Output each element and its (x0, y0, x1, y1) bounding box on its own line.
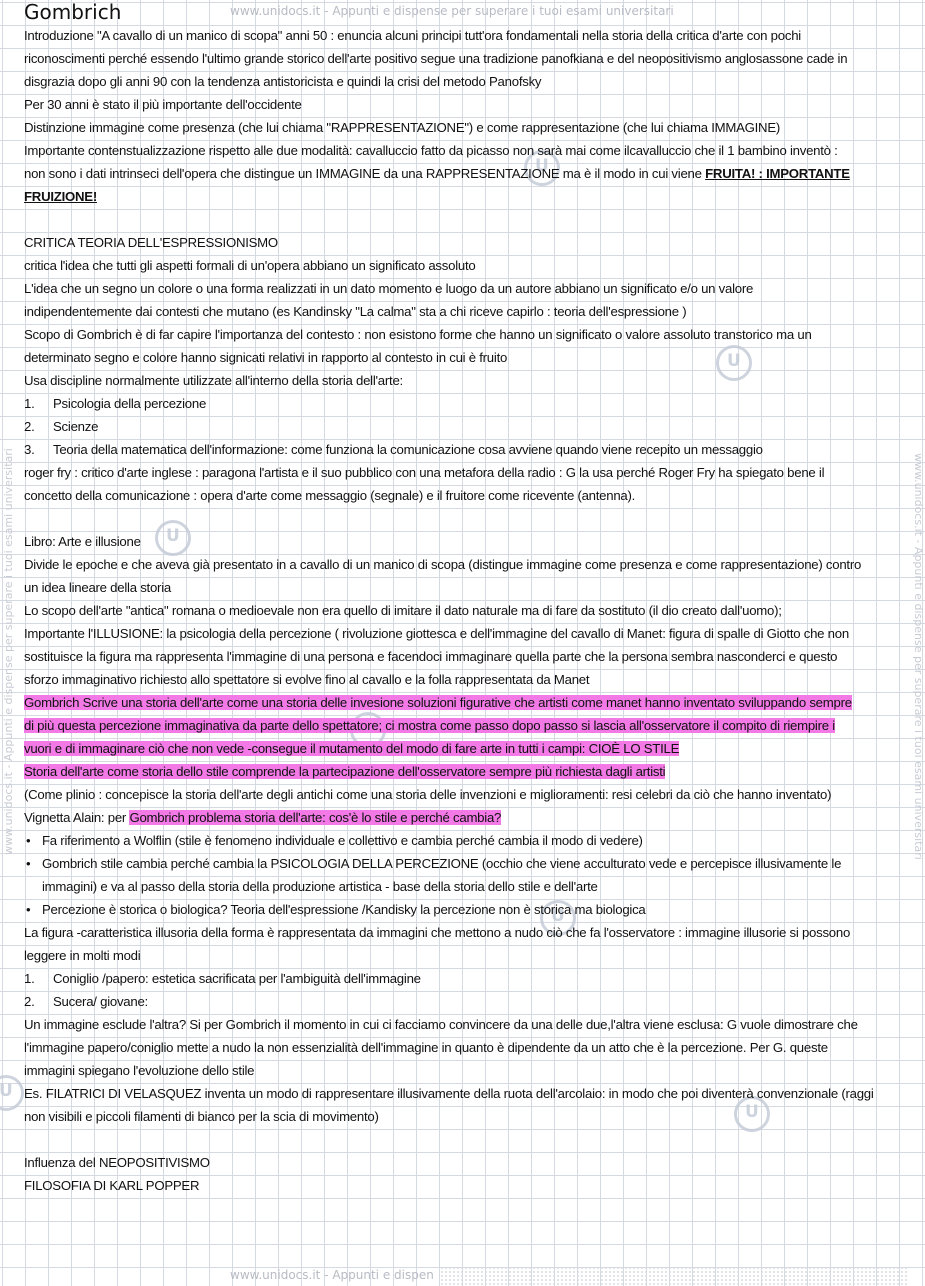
text-line: indipendentemente dai contesti che mutano (es Kandinsky "La calma" sta a chi riceve capirlo : teoria dell'espressione ) (24, 304, 687, 319)
text-line: determinato segno e colore hanno signicati relativi in rapporto al contesto in cui è fruito (24, 350, 508, 365)
text-line: Usa discipline normalmente utilizzate all'interno della storia dell'arte: (24, 373, 403, 388)
list-number: 1. (24, 971, 35, 986)
highlighted-text: di più questa percezione immaginativa da parte dello spettatore; ci mostra come passo dopo passo si lascia all'osservatore il compito di riempire i (24, 718, 835, 733)
bullet-icon: • (26, 833, 31, 848)
text-line (24, 185, 909, 208)
list-text: Sucera/ giovane: (53, 994, 148, 1009)
blank-line (24, 507, 909, 530)
text-line: sostituisce la figura ma rappresenta l'immagine di una persona e facendoci immaginare quella parte che la persona sembra nasconderci e questo (24, 649, 838, 664)
list-number: 2. (24, 994, 35, 1009)
text-line: critica l'idea che tutti gli aspetti formali di un'opera abbiano un significato assoluto (24, 258, 476, 273)
list-item (24, 967, 909, 990)
text-line: Scopo di Gombrich è di far capire l'importanza del contesto : non esistono forme che hanno un significato o valore assoluto transtorico ma un (24, 327, 812, 342)
text-line: FILOSOFIA DI KARL POPPER (24, 1178, 200, 1193)
text-line: riconoscimenti perché essendo l'ultimo grande storico dell'arte positivo segue una tradizione panofkiana e del neopositivismo anglosassone cade in (24, 51, 848, 66)
text-line: l'immagine papero/coniglio mette a nudo la non essenzialità dell'immagine in quanto è dipendente da un atto che è la percezione. Per G. queste (24, 1040, 828, 1055)
text-line: La figura -caratteristica illusoria della forma è rappresentata da immagini che mettono a nudo ciò che fa l'osservatore : immagine illusorie si possono (24, 925, 851, 940)
blank-line (24, 208, 909, 231)
highlighted-text: Storia dell'arte come storia dello stile comprende la partecipazione dell'osservatore sempre più richiesta dagli artisti (24, 764, 666, 779)
bullet-icon: • (26, 902, 31, 917)
section-heading: Libro: Arte e illusione (24, 534, 141, 549)
blank-line (24, 1128, 909, 1151)
list-text: Psicologia della percezione (53, 396, 207, 411)
text-line: roger fry : critico d'arte inglese : paragona l'artista e il suo pubblico con una metafora della radio : G la usa perché Roger Fry ha spiegato bene il (24, 465, 825, 480)
document-body (24, 24, 909, 1197)
bold-underlined-text: FRUITA! : IMPORTANTE (705, 166, 850, 181)
text-line: concetto della comunicazione : opera d'arte come messaggio (segnale) e il fruitore come ricevente (antenna). (24, 488, 636, 503)
text-line: Distinzione immagine come presenza (che lui chiama "RAPPRESENTAZIONE") e come rappresentazione (che lui chiama IMMAGINE) (24, 120, 781, 135)
text-line: L'idea che un segno un colore o una forma realizzati in un dato momento e luogo da un autore abbiano un significato e/o un valore (24, 281, 754, 296)
bullet-item (24, 852, 909, 875)
text-line: Importante contenstualizzazione rispetto alle due modalità: cavalluccio fatto da picasso non sarà mai come ilcavalluccio che il 1 bambino inventò : (24, 143, 838, 158)
bullet-text: Fa riferimento a Wolflin (stile è fenomeno individuale e collettivo e cambia perché cambia il modo di vedere) (42, 833, 643, 848)
bullet-item (24, 898, 909, 921)
list-item (24, 415, 909, 438)
bullet-continuation: immagini) e va al passo della storia della produzione artistica - base della storia dello stile e dell'arte (42, 879, 598, 894)
text-line: disgrazia dopo gli anni 90 con la tendenza antistoricista e quindi la crisi del metodo Panofsky (24, 74, 542, 89)
watermark-left: www.unidocs.it - Appunti e dispense per superare i tuoi esami universitari (1, 448, 15, 855)
text-line: Introduzione "A cavallo di un manico di scopa" anni 50 : enuncia alcuni principi tutt'ora fondamentali nella storia della critica d'arte con pochi (24, 28, 801, 43)
watermark-logo-icon (0, 1075, 24, 1111)
watermark-dots (440, 1266, 909, 1286)
watermark-top: www.unidocs.it - Appunti e dispense per superare i tuoi esami universitari (230, 4, 674, 18)
text-line: Es. FILATRICI DI VELASQUEZ inventa un modo di rappresentare illusivamente della ruota dell'arcolaio: in modo che poi diventerà convenzionale (raggi (24, 1086, 874, 1101)
bullet-text: Gombrich stile cambia perché cambia la PSICOLOGIA DELLA PERCEZIONE (occhio che viene acculturato vede e percepisce illusivamente le (42, 856, 842, 871)
watermark-bottom: www.unidocs.it - Appunti e dispen (230, 1268, 434, 1282)
list-number: 2. (24, 419, 35, 434)
text-line (24, 737, 909, 760)
text-line: immagini spiegano l'evoluzione dello stile (24, 1063, 255, 1078)
list-number: 1. (24, 396, 35, 411)
highlighted-text: Gombrich problema storia dell'arte: cos'è lo stile e perché cambia? (129, 810, 502, 825)
text-line: (Come plinio : concepisce la storia dell'arte degli antichi come una storia delle invenzioni e miglioramenti: resi celebri da ciò che hanno inventato) (24, 787, 832, 802)
text-line: leggere in molti modi (24, 948, 141, 963)
bold-underlined-text: FRUIZIONE! (24, 189, 97, 204)
text-line (24, 691, 909, 714)
text-span: Vignetta Alain: per (24, 810, 130, 825)
bullet-text: Percezione è storica o biologica? Teoria dell'espressione /Kandisky la percezione non è storica ma biologica (42, 902, 646, 917)
bullet-item (24, 829, 909, 852)
text-line: Per 30 anni è stato il più importante dell'occidente (24, 97, 302, 112)
bullet-icon: • (26, 856, 31, 871)
text-line (24, 162, 909, 185)
list-text: Teoria della matematica dell'informazione: come funziona la comunicazione cosa avviene quando viene recepito un messaggio (53, 442, 763, 457)
text-line: un idea lineare della storia (24, 580, 171, 595)
highlighted-text: Gombrich Scrive una storia dell'arte come una storia delle invesione soluzioni figurative che artisti come manet hanno inventato sviluppando sempre (24, 695, 852, 710)
list-item (24, 990, 909, 1013)
text-span: non sono i dati intrinseci dell'opera che distingue un IMMAGINE da una RAPPRESENTAZIONE ma è il modo in cui viene (24, 166, 706, 181)
list-item (24, 438, 909, 461)
text-line: Lo scopo dell'arte "antica" romana o medioevale non era quello di imitare il dato naturale ma di fare da sostituto (il dio creato dall'uomo); (24, 603, 782, 618)
text-line (24, 806, 909, 829)
text-line: Influenza del NEOPOSITIVISMO (24, 1155, 210, 1170)
text-line: non visibili e piccoli filamenti di bianco per la scia di movimento) (24, 1109, 379, 1124)
watermark-right: www.unidocs.it - Appunti e dispense per superare i tuoi esami universitari (911, 453, 925, 860)
list-item (24, 392, 909, 415)
text-line: Divide le epoche e che aveva già presentato in a cavallo di un manico di scopa (distingue immagine come presenza e come rappresentazione) contro (24, 557, 862, 572)
page-title: Gombrich (24, 0, 122, 24)
text-line (24, 760, 909, 783)
section-heading: CRITICA TEORIA DELL'ESPRESSIONISMO (24, 235, 278, 250)
text-line: Un immagine esclude l'altra? Si per Gombrich il momento in cui ci facciamo convincere da una delle due,l'altra viene esclusa: G vuole dimostrare che (24, 1017, 858, 1032)
list-text: Scienze (53, 419, 99, 434)
list-text: Coniglio /papero: estetica sacrificata per l'ambiguità dell'immagine (53, 971, 421, 986)
list-number: 3. (24, 442, 35, 457)
text-line: Importante l'ILLUSIONE: la psicologia della percezione ( rivoluzione giottesca e dell'immagine del cavallo di Manet: figura di spalle di Giotto che non (24, 626, 849, 641)
text-line: sforzo immaginativo richiesto allo spettatore si evolve fino al cavallo e la folla rappresentata da Manet (24, 672, 590, 687)
text-line (24, 714, 909, 737)
highlighted-text: vuori e di immaginare ciò che non vede -consegue il mutamento del modo di fare arte in tutti i campi: CIOÈ LO STILE (24, 741, 680, 756)
